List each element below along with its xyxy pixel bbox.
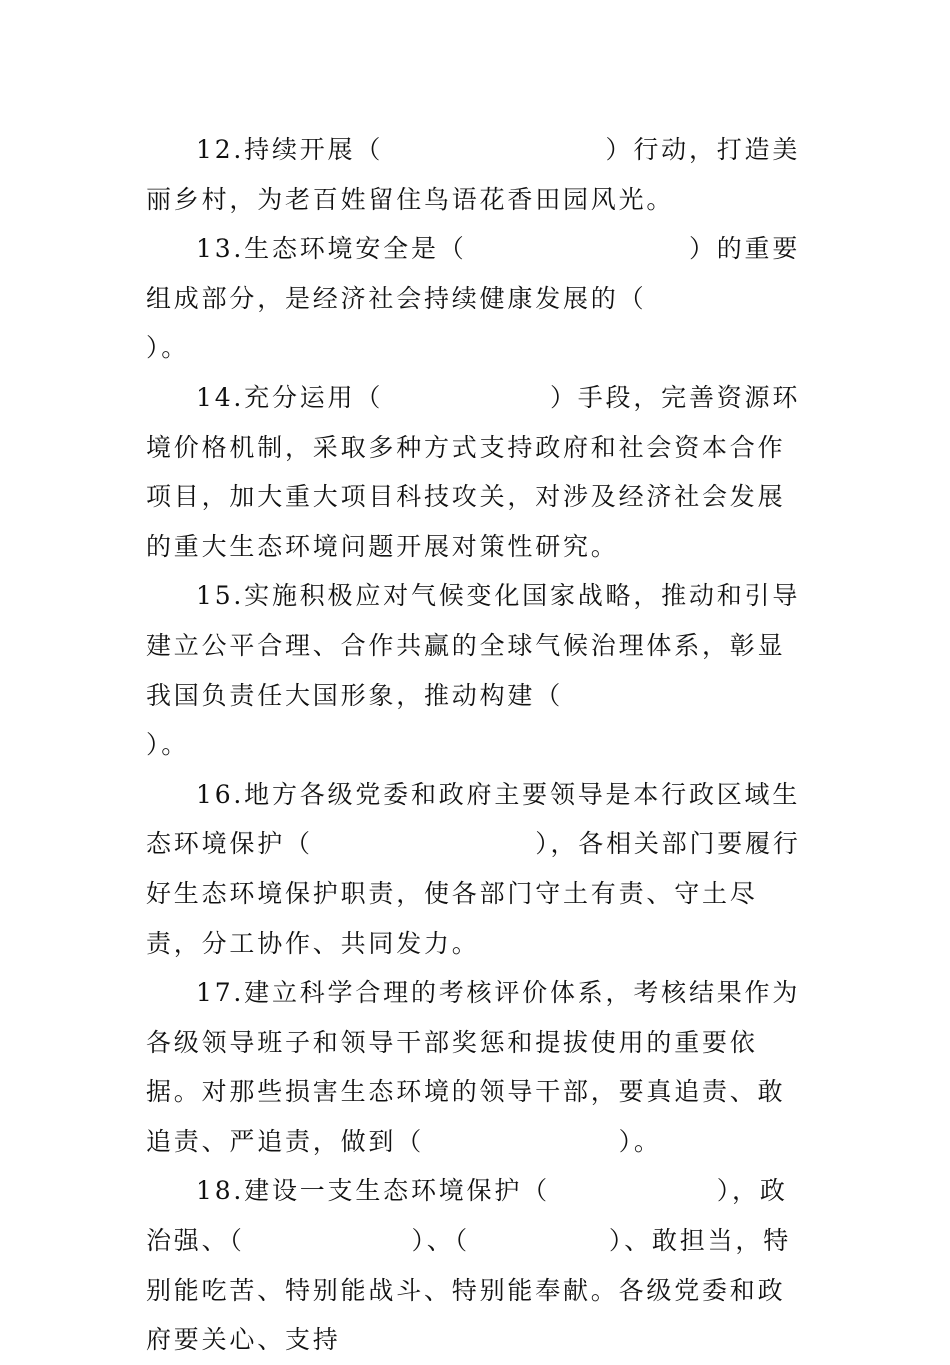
question-14: 14.充分运用（ ）手段，完善资源环境价格机制，采取多种方式支持政府和社会资本合作项目，加大重大项目科技攻关，对涉及经济社会发展的重大生态环境问题开展对策性研究。	[146, 382, 801, 561]
document-page	[146, 125, 842, 1365]
question-16: 16.地方各级党委和政府主要领导是本行政区域生态环境保护（ ），各相关部门要履行好生态环境保护职责，使各部门守土有责、守土尽责，分工协作、共同发力。	[146, 779, 801, 958]
question-13: 13.生态环境安全是（ ）的重要组成部分，是经济社会持续健康发展的（ ）。	[146, 234, 842, 363]
question-17: 17.建立科学合理的考核评价体系，考核结果作为各级领导班子和领导干部奖惩和提拔使用的重要依据。对那些损害生态环境的领导干部，要真追责、敢追责、严追责，做到（ ）。	[146, 978, 801, 1156]
question-12: 12.持续开展（ ）行动，打造美丽乡村，为老百姓留住鸟语花香田园风光。	[146, 135, 801, 214]
question-15: 15.实施积极应对气候变化国家战略，推动和引导建立公平合理、合作共赢的全球气候治理体系，彰显我国负责任大国形象，推动构建（ ）。	[146, 581, 801, 760]
question-18: 18.建设一支生态环境保护（ ），政治强、（ ）、（ ）、敢担当，特别能吃苦、特别能战斗、特别能奉献。各级党委和政府要关心、支持	[146, 1176, 792, 1355]
